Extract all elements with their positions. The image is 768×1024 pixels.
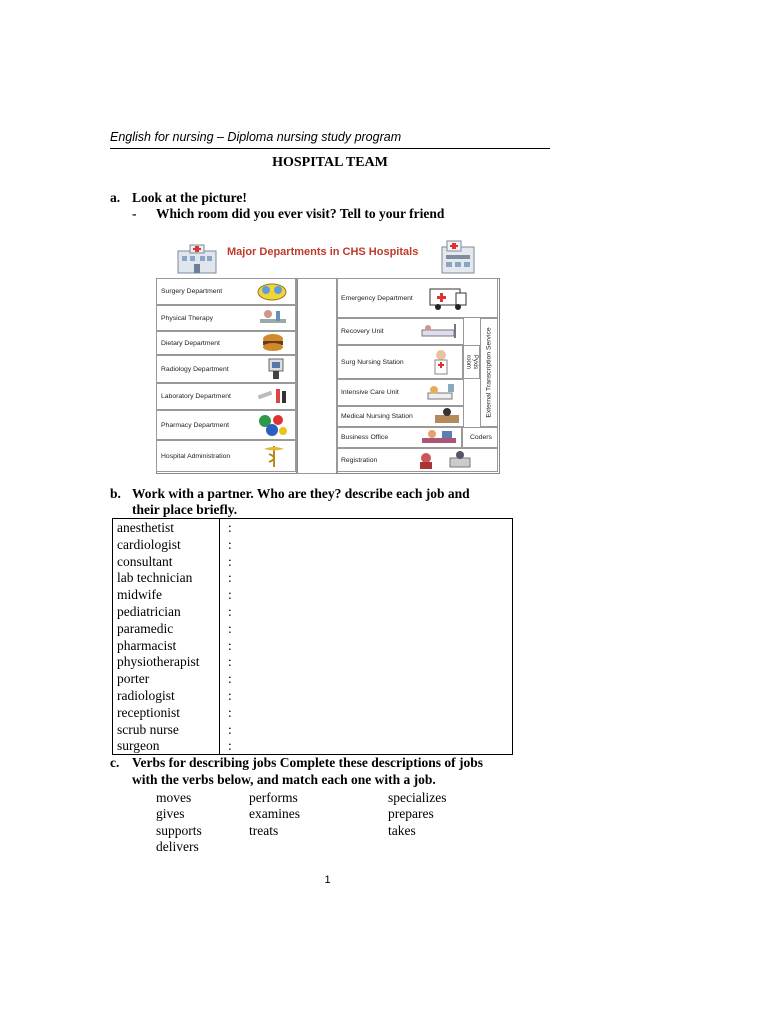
verb-item: delivers [156,839,199,854]
job-colon: : [228,587,232,603]
dept-physical-therapy: Physical Therapy [156,305,296,331]
caduceus-icon [262,443,286,469]
table-row [117,621,512,638]
table-row [117,638,512,655]
job-name: midwife [117,587,162,603]
dept-hospital-administration: Hospital Administration [156,440,296,472]
job-colon: : [228,604,232,619]
dept-surg-nursing-station: Surg Nursing Station [336,345,464,379]
job-name: pharmacist [117,637,177,653]
verb-item: takes [388,823,416,838]
job-name: cardiologist [117,536,181,552]
jobs-table [112,518,513,755]
job-colon: : [228,536,232,552]
job-name: paramedic [117,620,174,636]
verb-item: prepares [388,806,434,821]
verb-item: examines [249,806,300,821]
job-colon: : [228,520,232,535]
job-name: lab technician [117,570,193,586]
section-c-line1: Verbs for describing jobs Complete these descriptions of jobs [132,755,483,770]
job-colon: : [228,637,232,653]
job-colon: : [228,654,232,670]
departments-diagram [150,237,500,475]
laboratory-icon [254,385,292,407]
table-row [117,520,512,537]
dept-pharmacy: Pharmacy Department [156,410,296,440]
nurse-icon [426,347,456,377]
verb-item: specializes [388,790,447,805]
dept-surgery: Surgery Department [156,278,296,305]
job-name: physiotherapist [117,654,200,670]
dept-registration: Registration [336,448,498,472]
dept-icu: Intensive Care Unit [336,379,464,406]
job-colon: : [228,620,232,636]
radiology-icon [264,357,288,381]
table-row [117,705,512,722]
section-a-bullet: - [132,206,137,221]
dept-emergency: Emergency Department [336,278,498,318]
page-number: 1 [324,874,331,886]
job-colon: : [228,704,232,720]
course-header: English for nursing – Diploma nursing study program [110,130,402,144]
verb-item: gives [156,806,185,821]
dietary-icon [260,333,286,353]
job-name: radiologist [117,688,175,703]
coders-cell: Coders [462,427,498,448]
table-row [117,554,512,571]
verb-item: moves [156,790,192,805]
table-row [117,654,512,671]
table-row [117,604,512,621]
job-colon: : [228,721,232,737]
physical-therapy-icon [254,307,292,329]
job-colon: : [228,671,232,687]
table-row [117,587,512,604]
table-row [117,688,512,705]
dept-medical-nursing-station: Medical Nursing Station [336,406,464,427]
section-c-heading [110,755,483,771]
section-c-line2: with the verbs below, and match each one with a job. [132,772,436,787]
job-name: surgeon [117,738,160,754]
section-b-line1: Work with a partner. Who are they? describe each job and [132,486,470,501]
registration-icon [416,450,474,470]
pyxis-label: Pyxis [472,354,478,370]
room-label: room [465,355,471,369]
job-colon: : [228,553,232,569]
page-title: HOSPITAL TEAM [272,155,388,170]
job-name: scrub nurse [117,721,179,737]
dept-recovery-unit: Recovery Unit [336,318,464,345]
section-a-question: Which room did you ever visit? Tell to your friend [156,206,445,221]
pharmacy-icon [256,412,290,438]
job-name: consultant [117,553,173,569]
section-c-label: c. [110,755,120,770]
job-name: porter [117,671,150,687]
medical-station-icon [432,407,462,426]
job-colon: : [228,688,232,703]
job-name: anesthetist [117,520,174,535]
job-colon: : [228,570,232,586]
section-a-label: a. [110,190,121,205]
center-corridor [296,278,338,474]
job-name: pediatrician [117,604,181,619]
dept-laboratory: Laboratory Department [156,383,296,410]
table-row [117,537,512,554]
table-row [117,722,512,739]
table-row [117,738,512,755]
table-row [117,671,512,688]
hospital-building-icon [176,241,218,275]
verb-item: treats [249,823,279,838]
surgery-icon [254,280,292,303]
job-name: receptionist [117,704,180,720]
job-colon: : [228,738,232,754]
external-transcription-cell [480,318,498,427]
verb-item: supports [156,823,202,838]
external-transcription-label: External Transcription Service [485,327,493,418]
section-b-line2: their place briefly. [132,502,238,517]
diagram-title: Major Departments in CHS Hospitals [227,246,419,258]
pyxis-room-cell [462,345,480,379]
recovery-bed-icon [418,320,460,342]
table-row [117,570,512,587]
icu-icon [424,381,458,405]
section-a-title: Look at the picture! [132,190,247,205]
dept-business-office: Business Office [336,427,462,448]
ambulance-icon [426,283,470,313]
header-rule [110,148,550,149]
verb-item: performs [249,790,298,805]
dept-radiology: Radiology Department [156,355,296,383]
dept-dietary: Dietary Department [156,331,296,355]
section-b-label: b. [110,486,121,501]
section-b-heading [110,486,470,502]
section-a-instruction [132,206,444,222]
business-office-icon [418,428,460,447]
hospital-building-icon-right [439,239,477,275]
section-a-heading [110,190,247,206]
